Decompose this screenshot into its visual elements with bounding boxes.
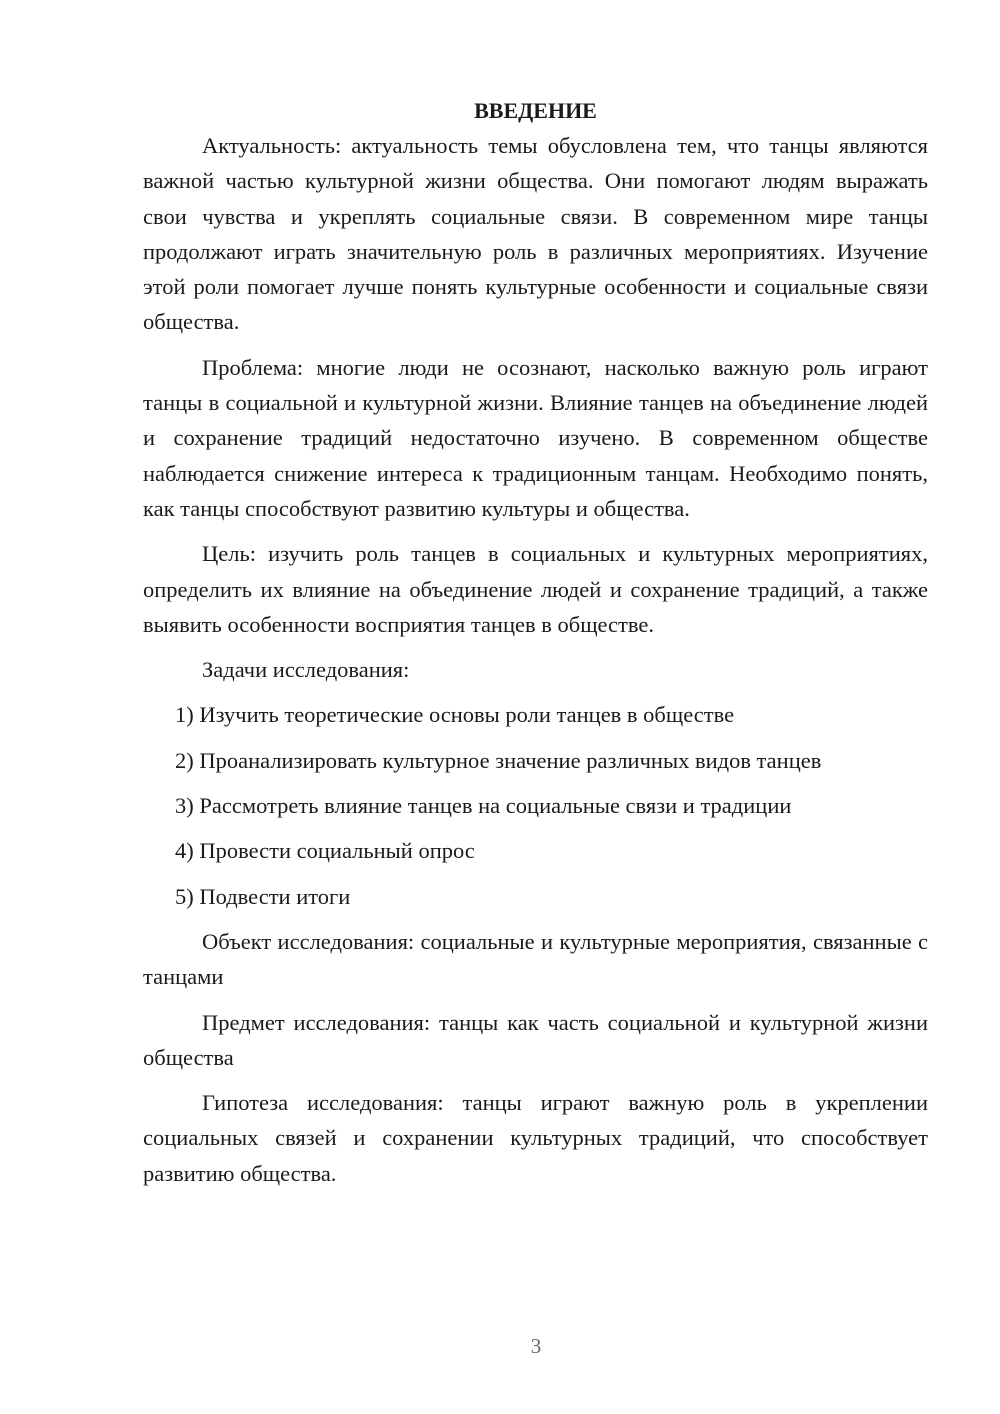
paragraph-relevance: Актуальность: актуальность темы обусловлена тем, что танцы являются важной частью культурной жизни общества. Они помогают людям выражать свои чувства и укреплять социальные связи. В современном мире танцы продолжают играть значительную роль в различных мероприятиях. Изучение этой роли помогает лучше понять культурные особенности и социальные связи общества.: [143, 133, 928, 335]
page-number: 3: [530, 1334, 542, 1358]
paragraph-hypothesis: Гипотеза исследования: танцы играют важную роль в укреплении социальных связей и сохранении культурных традиций, что способствует развитию общества.: [143, 1090, 928, 1186]
paragraph-object: Объект исследования: социальные и культурные мероприятия, связанные с танцами: [143, 928, 928, 990]
paragraph-subject: Предмет исследования: танцы как часть социальной и культурной жизни общества: [143, 1009, 928, 1070]
paragraph-goal: Цель: изучить роль танцев в социальных и культурных мероприятиях, определить их влияние на объединение людей и сохранение традиций, а также выявить особенности восприятия танцев в обществе.: [143, 541, 928, 637]
page-content: [143, 93, 928, 1191]
section-title: ВВЕДЕНИЕ: [474, 98, 597, 123]
list-item: 3) Рассмотреть влияние танцев на социальные связи и традиции: [175, 793, 792, 819]
paragraph-problem: Проблема: многие люди не осознают, насколько важную роль играют танцы в социальной и культурной жизни. Влияние танцев на объединение людей и сохранение традиций недостаточно изучено. В современном обществе наблюдается снижение интереса к традиционным танцам. Необходимо понять, как танцы способствуют развитию культуры и общества.: [143, 354, 928, 521]
list-item: 4) Провести социальный опрос: [175, 838, 475, 864]
list-item: 1) Изучить теоретические основы роли танцев в обществе: [175, 702, 735, 728]
tasks-list: [143, 697, 928, 913]
list-item: 5) Подвести итоги: [175, 883, 351, 909]
tasks-heading: Задачи исследования:: [202, 657, 410, 683]
list-item: 2) Проанализировать культурное значение различных видов танцев: [175, 747, 822, 773]
